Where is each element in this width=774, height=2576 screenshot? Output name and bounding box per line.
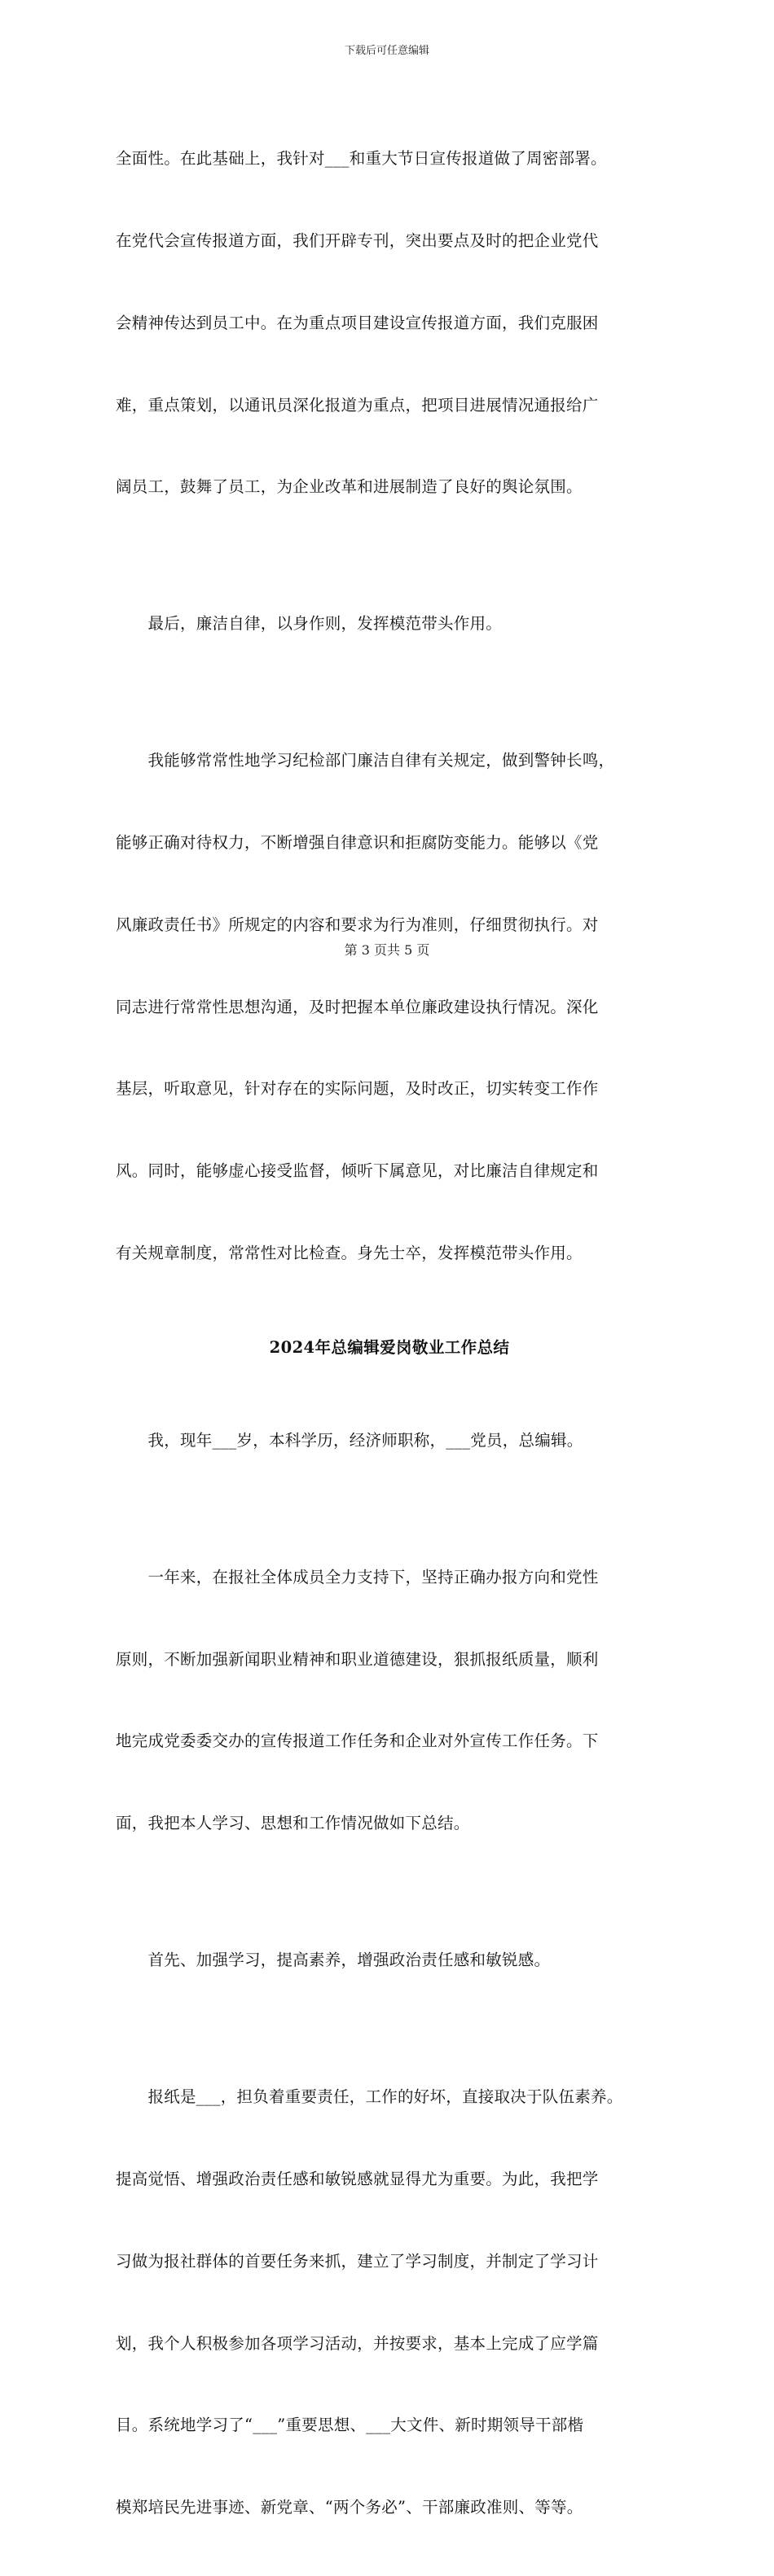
text-line: 原则，不断加强新闻职业精神和职业道德建设，狠抓报纸质量，顺利 — [116, 1649, 599, 1669]
text-line: 目。系统地学习了“___”重要思想、___大文件、新时期领导干部楷 — [116, 2416, 584, 2435]
text-line: 我，现年___岁，本科学历，经济师职称，___党员，总编辑。 — [116, 1430, 583, 1450]
text-line: 风廉政责任书》所规定的内容和要求为行为准则，仔细贯彻执行。对 — [116, 915, 599, 934]
page-footer: 第 3 页共 5 页 — [344, 942, 430, 958]
text-line: 能够正确对待权力，不断增强自律意识和拒腐防变能力。能够以《党 — [116, 833, 599, 853]
paragraph-s2-p3 — [116, 1892, 663, 2029]
text-line: 全面性。在此基础上，我针对___和重大节日宣传报道做了周密部署。 — [116, 149, 607, 169]
text-line: 最后，廉洁自律，以身作则，发挥模范带头作用。 — [116, 614, 503, 634]
page-header: 下载后可任意编辑 — [344, 45, 429, 57]
paragraph-s1-p3 — [116, 692, 663, 1322]
text-line: 提高觉悟、增强政治责任感和敏锐感就显得尤为重要。为此，我把学 — [116, 2169, 599, 2188]
text-line: 我能够常常性地学习纪检部门廉洁自律有关规定，做到警钟长鸣， — [116, 751, 615, 770]
text-line: 面，我把本人学习、思想和工作情况做如下总结。 — [116, 1814, 470, 1833]
text-line: 在党代会宣传报道方面，我们开辟专刊，突出要点及时的把企业党代 — [116, 230, 599, 250]
text-line: 地完成党委委交办的宣传报道工作任务和企业对外宣传工作任务。下 — [116, 1731, 599, 1751]
text-line: 习做为报社群体的首要任务来抓，建立了学习制度，并制定了学习计 — [116, 2251, 599, 2271]
text-line: 有关规章制度，常常性对比检查。身先士卒，发挥模范带头作用。 — [116, 1243, 583, 1262]
paragraph-s2-p1 — [116, 1372, 663, 1509]
text-line: 会精神传达到员工中。在为重点项目建设宣传报道方面，我们克服困 — [116, 313, 599, 332]
text-line: 难，重点策划，以通讯员深化报道为重点，把项目进展情况通报给广 — [116, 395, 599, 415]
paragraph-s1-p1 — [116, 90, 663, 555]
text-line: 划，我个人积极参加各项学习活动，并按要求，基本上完成了应学篇 — [116, 2333, 599, 2353]
document-title: 2024年总编辑爱岗敬业工作总结 — [269, 1337, 510, 1357]
text-line: 阔员工，鼓舞了员工，为企业改革和进展制造了良好的舆论氛围。 — [116, 477, 583, 497]
document-body — [116, 90, 663, 2576]
paragraph-s2-p4 — [116, 2029, 663, 2576]
paragraph-s2-p2 — [116, 1509, 663, 1892]
text-line: 首先、加强学习，提高素养，增强政治责任感和敏锐感。 — [116, 1951, 551, 1970]
paragraph-s1-p2 — [116, 555, 663, 692]
text-line: 风。同时，能够虚心接受监督，倾听下属意见，对比廉洁自律规定和 — [116, 1161, 599, 1181]
text-line: 同志进行常常性思想沟通，及时把握本单位廉政建设执行情况。深化 — [116, 997, 599, 1016]
text-line: 基层，听取意见，针对存在的实际问题，及时改正，切实转变工作作 — [116, 1079, 599, 1099]
text-line: 模郑培民先进事迹、新党章、“两个务必”、干部廉政准则、等等。 — [116, 2498, 583, 2517]
text-line: 一年来，在报社全体成员全力支持下，坚持正确办报方向和党性 — [116, 1567, 599, 1586]
text-line: 报纸是___，担负着重要责任，工作的好坏，直接取决于队伍素养。 — [116, 2087, 623, 2107]
